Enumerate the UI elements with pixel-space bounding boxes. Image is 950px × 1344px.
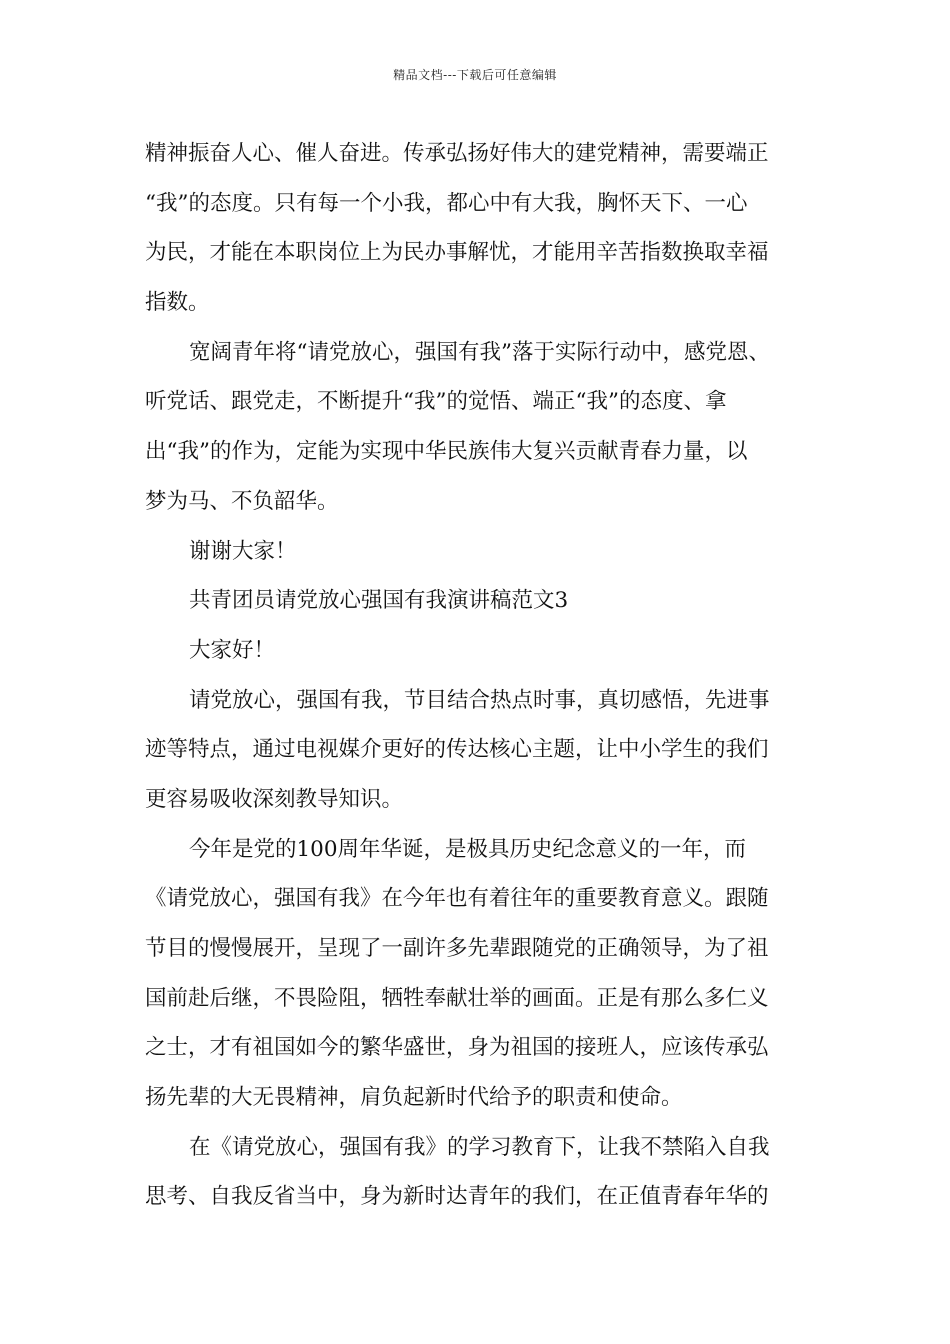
text-line: 迹等特点，通过电视媒介更好的传达核心主题，让中小学生的我们 bbox=[145, 737, 769, 763]
text-line: 思考、自我反省当中，身为新时达青年的我们，在正值青春年华的 bbox=[145, 1184, 769, 1210]
text-line: 出“我”的作为，定能为实现中华民族伟大复兴贡献青春力量，以 bbox=[145, 439, 748, 465]
document-body bbox=[145, 129, 810, 1222]
text-line: 《请党放心，强国有我》在今年也有着往年的重要教育意义。跟随 bbox=[145, 886, 769, 912]
text-line: 更容易吸收深刻教导知识。 bbox=[145, 786, 404, 812]
text-line: 指数。 bbox=[145, 290, 210, 316]
text-line: 听党话、跟党走，不断提升“我”的觉悟、端正“我”的态度、拿 bbox=[145, 389, 727, 415]
text-line: 请党放心，强国有我，节目结合热点时事，真切感悟，先进事 bbox=[189, 687, 770, 713]
text-line: 精神振奋人心、催人奋进。传承弘扬好伟大的建党精神，需要端正 bbox=[145, 141, 769, 166]
text-line: 谢谢大家！ bbox=[189, 538, 297, 564]
text-line: 在《请党放心，强国有我》的学习教育下，让我不禁陷入自我 bbox=[189, 1134, 770, 1160]
text-line: 之士，才有祖国如今的繁华盛世，身为祖国的接班人，应该传承弘 bbox=[145, 1035, 769, 1061]
page-header: 精品文档---下载后可任意编辑 bbox=[393, 68, 557, 82]
text-line: 今年是党的100周年华诞，是极具历史纪念意义的一年，而 bbox=[189, 836, 747, 862]
text-line: “我”的态度。只有每一个小我，都心中有大我，胸怀天下、一心 bbox=[145, 190, 748, 216]
text-line: 大家好！ bbox=[189, 637, 276, 663]
text-line: 梦为马、不负韶华。 bbox=[145, 488, 339, 514]
text-line: 为民，才能在本职岗位上为民办事解忧，才能用辛苦指数换取幸福 bbox=[145, 240, 769, 266]
text-line: 扬先辈的大无畏精神，肩负起新时代给予的职责和使命。 bbox=[145, 1085, 683, 1111]
text-line: 节目的慢慢展开，呈现了一副许多先辈跟随党的正确领导，为了祖 bbox=[145, 936, 769, 961]
text-line: 国前赴后继，不畏险阻，牺牲奉献壮举的画面。正是有那么多仁义 bbox=[145, 985, 769, 1011]
text-line: 共青团员请党放心强国有我演讲稿范文3 bbox=[189, 588, 569, 614]
text-line: 宽阔青年将“请党放心，强国有我”落于实际行动中，感党恩、 bbox=[189, 339, 770, 365]
